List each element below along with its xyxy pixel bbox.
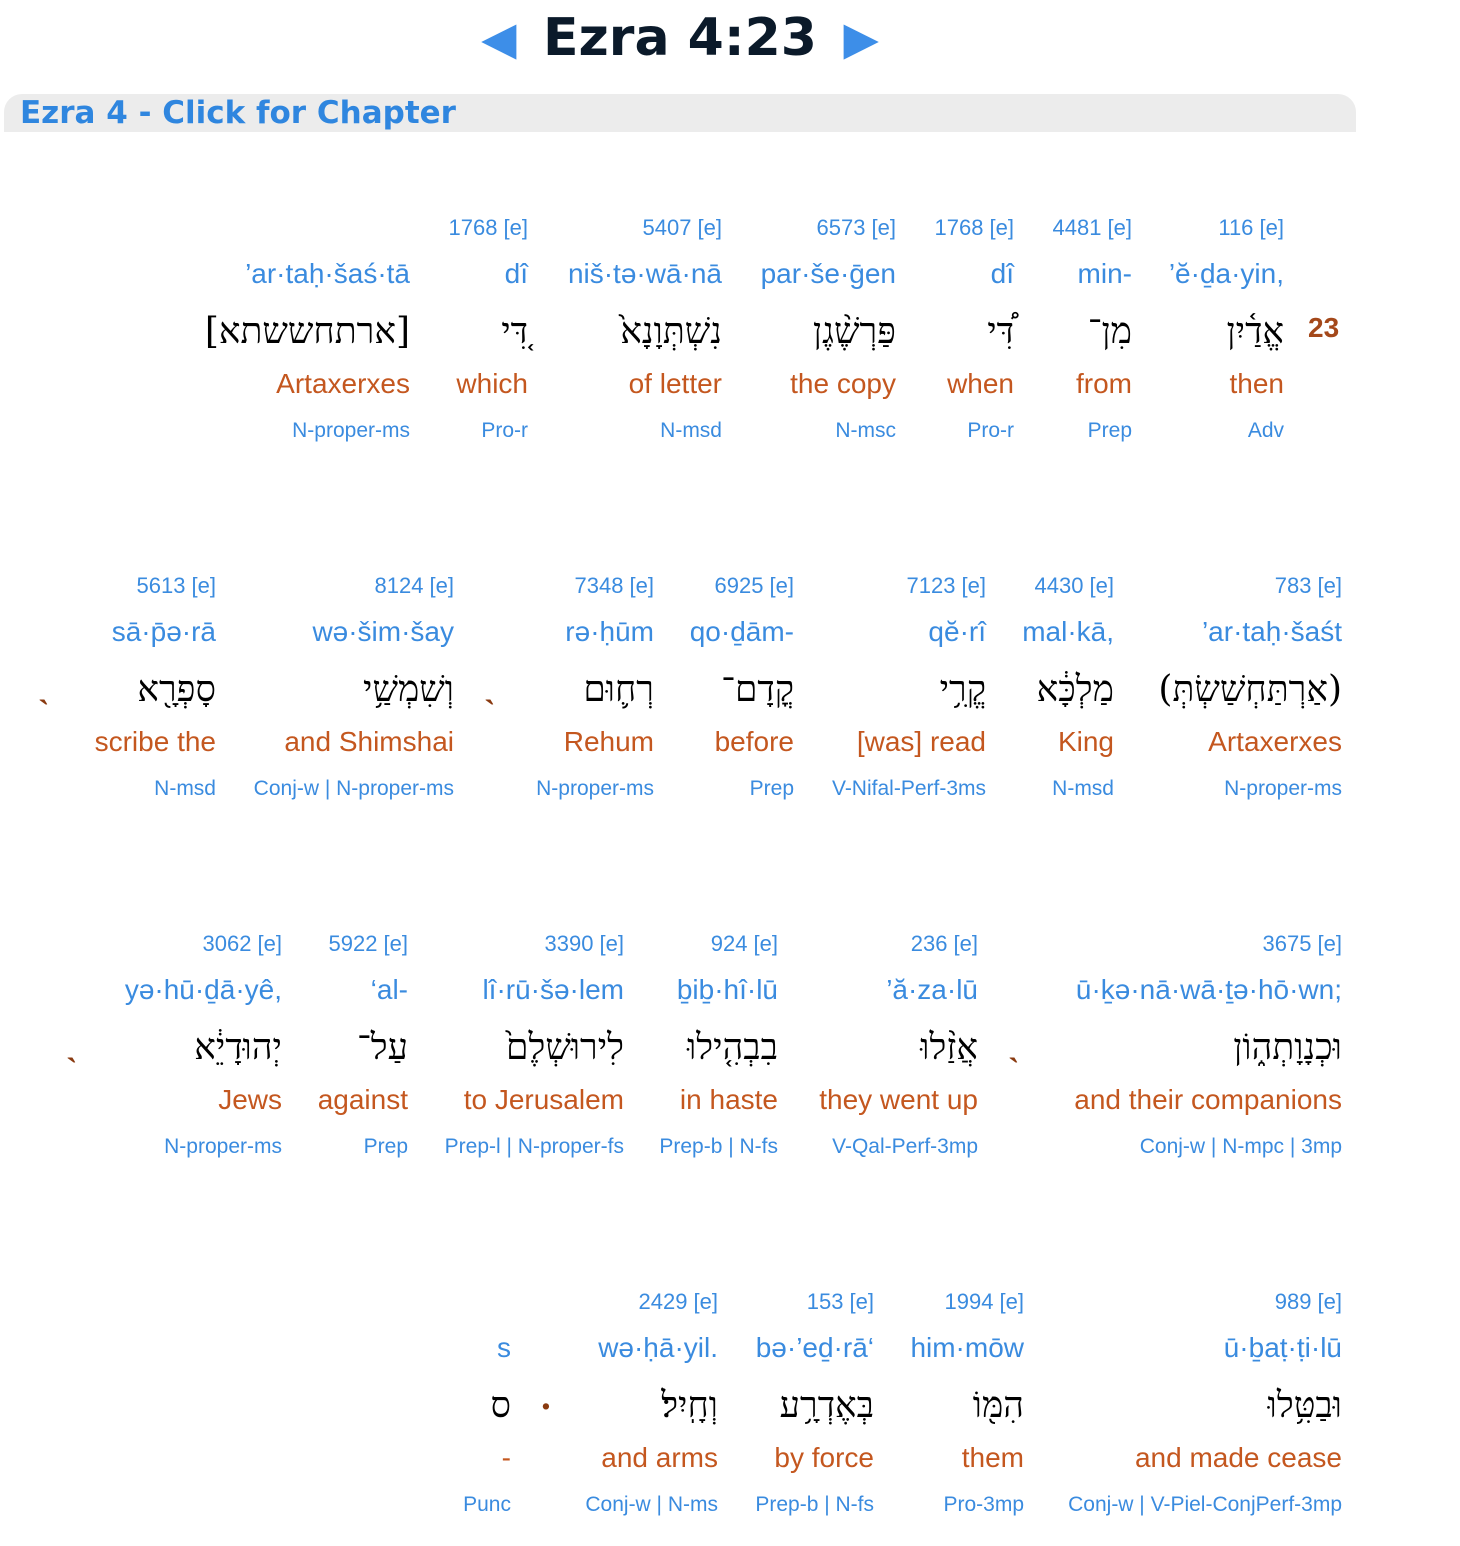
english-gloss: by force (774, 1442, 874, 1473)
parsing-link[interactable]: Prep (1087, 419, 1132, 442)
hebrew-word[interactable]: יְהוּדָיֵ֔א (194, 1027, 282, 1068)
parsing-link[interactable]: Conj-w | N-ms (585, 1493, 718, 1516)
transliteration: ‘al- (370, 974, 408, 1005)
transliteration: him·mōw (910, 1332, 1024, 1363)
word-block (445, 928, 624, 1162)
word-block (463, 1286, 511, 1520)
english-gloss: Jews (218, 1084, 282, 1115)
english-gloss: and arms (601, 1442, 718, 1473)
parsing-link[interactable]: Adv (1247, 419, 1284, 442)
strongs-link[interactable]: 2429 [e] (638, 1289, 718, 1314)
english-gloss: before (714, 726, 794, 757)
parsing-link[interactable]: N-proper-ms (164, 1135, 282, 1158)
punctuation-comma: ˎ (38, 666, 50, 706)
hebrew-word[interactable]: סָפְרָ֖א (137, 669, 216, 710)
strongs-link[interactable]: 5922 [e] (328, 931, 408, 956)
strongs-link[interactable]: 8124 [e] (374, 573, 454, 598)
transliteration: ḇiḇ·hî·lū (676, 974, 778, 1005)
hebrew-word[interactable]: הִמּ֖וֹ (972, 1385, 1024, 1426)
punctuation-comma: ˎ (484, 666, 496, 706)
english-gloss: - (501, 1442, 511, 1473)
transliteration: niš·tə·wā·nā (567, 258, 722, 289)
transliteration: sā·p̄ə·rā (111, 616, 216, 647)
verse-header (0, 0, 1360, 80)
hebrew-word[interactable]: וְשִׁמְשַׁ֥י (363, 669, 454, 710)
parsing-link[interactable]: Pro-r (481, 419, 528, 442)
english-gloss: they went up (819, 1084, 978, 1115)
verse-number: 23 (1308, 312, 1340, 343)
transliteration: ’ă·za·lū (886, 974, 978, 1005)
word-block (1022, 570, 1114, 804)
transliteration: qĕ·rî (928, 616, 986, 647)
page-title: Ezra 4:23 (543, 8, 817, 68)
word-block (568, 212, 722, 446)
hebrew-word[interactable]: עַל־ (357, 1027, 408, 1068)
transliteration: wə·ḥā·yil. (598, 1332, 718, 1363)
hebrew-word[interactable]: (אַרְתַּחְשַׁשְׂתְּ) (1158, 669, 1342, 710)
parsing-link[interactable]: N-proper-ms (1224, 777, 1342, 800)
hebrew-word[interactable]: וְחָֽיִל׃ (661, 1385, 718, 1426)
english-gloss: Rehum (563, 726, 654, 757)
english-gloss: of letter (628, 368, 722, 399)
word-block (934, 212, 1014, 446)
chapter-bar (4, 94, 1356, 132)
hebrew-word[interactable]: פַּרְשֶׁ֨גֶן (812, 311, 896, 352)
english-gloss: the copy (790, 368, 896, 399)
strongs-link[interactable] (205, 212, 410, 254)
parsing-link[interactable]: N-msd (660, 419, 722, 442)
word-row-4 (0, 1286, 1460, 1546)
hebrew-word[interactable]: קֳדָם־ (721, 669, 794, 710)
chapter-link[interactable]: Ezra 4 - Click for Chapter (20, 95, 456, 131)
strongs-link[interactable]: 153 [e] (806, 1289, 874, 1314)
strongs-link[interactable]: 236 [e] (910, 931, 978, 956)
english-gloss: and made cease (1134, 1442, 1342, 1473)
english-gloss: which (456, 368, 528, 399)
hebrew-word[interactable]: בִבְהִ֤ילוּ (687, 1027, 778, 1068)
english-gloss: Artaxerxes (1208, 726, 1342, 757)
word-block (1074, 928, 1342, 1162)
strongs-link[interactable]: 5407 [e] (642, 215, 722, 240)
parsing-link[interactable]: Conj-w | N-proper-ms (253, 777, 454, 800)
word-row-1 (0, 212, 1460, 472)
english-gloss: when (947, 368, 1014, 399)
hebrew-word[interactable]: בְּאֶדְרָ֥ע (779, 1385, 874, 1426)
hebrew-word[interactable]: [ארתחששתא] (204, 311, 410, 352)
strongs-link[interactable]: 3062 [e] (202, 931, 282, 956)
hebrew-word[interactable]: וּכְנָוָתְה֑וֹן (1233, 1027, 1342, 1068)
english-gloss: King (1057, 726, 1114, 757)
word-block (125, 928, 282, 1162)
english-gloss: in haste (679, 1084, 778, 1115)
transliteration: s (497, 1332, 511, 1363)
hebrew-word[interactable]: קֱרִ֥י (939, 669, 986, 710)
word-block (95, 570, 216, 804)
english-gloss: them (961, 1442, 1024, 1473)
transliteration: yə·hū·ḏā·yê, (124, 974, 282, 1005)
english-gloss: and their companions (1074, 1084, 1342, 1115)
hebrew-word[interactable]: מִן־ (1087, 311, 1132, 352)
word-row-2 (0, 570, 1460, 830)
parsing-link[interactable]: N-proper-ms (536, 777, 654, 800)
hebrew-word[interactable]: דִּ֠י (987, 311, 1014, 352)
hebrew-word[interactable]: אֱדַ֫יִן (1226, 311, 1284, 352)
hebrew-word[interactable]: מַלְכָּ֔א (1036, 669, 1114, 710)
word-block (761, 212, 896, 446)
parsing-link[interactable]: Pro-r (967, 419, 1014, 442)
word-block (690, 570, 794, 804)
strongs-link[interactable]: 4430 [e] (1034, 573, 1114, 598)
transliteration: ū·ḇaṭ·ṭi·lū (1223, 1332, 1342, 1363)
word-block (832, 570, 986, 804)
transliteration: ū·ḵə·nā·wā·ṯə·hō·wn; (1075, 974, 1342, 1005)
punctuation-comma: ˎ (1008, 1024, 1020, 1064)
word-row-3 (0, 928, 1460, 1188)
strongs-link[interactable]: 783 [e] (1274, 573, 1342, 598)
word-block (659, 928, 778, 1162)
strongs-link[interactable]: 924 [e] (710, 931, 778, 956)
parsing-link[interactable]: N-proper-ms (292, 419, 410, 442)
english-gloss: to Jerusalem (463, 1084, 624, 1115)
parsing-link[interactable]: Pro-3mp (943, 1493, 1024, 1516)
word-block (1052, 212, 1132, 446)
strongs-link[interactable]: 1768 [e] (934, 215, 1014, 240)
parsing-link[interactable]: Punc (463, 1493, 511, 1516)
parsing-link[interactable]: N-msd (154, 777, 216, 800)
word-block (819, 928, 978, 1162)
parsing-link[interactable]: N-msd (1052, 777, 1114, 800)
transliteration: min- (1077, 258, 1132, 289)
strongs-link[interactable]: 1994 [e] (944, 1289, 1024, 1314)
word-block (254, 570, 454, 804)
word-block (318, 928, 408, 1162)
english-gloss: then (1229, 368, 1284, 399)
strongs-link[interactable]: 989 [e] (1274, 1289, 1342, 1314)
word-block (1068, 1286, 1342, 1520)
strongs-link[interactable]: 1768 [e] (448, 215, 528, 240)
strongs-link[interactable]: 3390 [e] (544, 931, 624, 956)
transliteration: rə·ḥūm (565, 616, 654, 647)
transliteration: lî·rū·šə·lem (482, 974, 624, 1005)
english-gloss: against (317, 1084, 408, 1115)
hebrew-word[interactable]: רְח֛וּם (583, 669, 654, 710)
transliteration: dî (990, 258, 1014, 289)
parsing-link[interactable]: Prep (363, 1135, 408, 1158)
parsing-link[interactable]: V-Nifal-Perf-3ms (831, 777, 986, 800)
strongs-link[interactable]: 5613 [e] (136, 573, 216, 598)
parsing-link[interactable]: Conj-w | N-mpc | 3mp (1139, 1135, 1342, 1158)
parsing-link[interactable]: Prep-l | N-proper-fs (444, 1135, 624, 1158)
hebrew-word[interactable]: דִּ֚י (501, 311, 528, 352)
parsing-link[interactable]: Prep-b | N-fs (755, 1493, 874, 1516)
english-gloss: from (1076, 368, 1132, 399)
transliteration: ’ar·taḥ·šaś·tā (245, 258, 410, 289)
transliteration: dî (504, 258, 528, 289)
hebrew-word[interactable]: לִירוּשְׁלֶם֙ (506, 1027, 624, 1068)
parsing-link[interactable]: Conj-w | V-Piel-ConjPerf-3mp (1068, 1493, 1342, 1516)
punctuation-period: . (540, 1378, 552, 1418)
hebrew-word[interactable]: נִשְׁתְּוָנָא֙ (620, 311, 722, 352)
strongs-link[interactable]: 116 [e] (1218, 215, 1284, 240)
strongs-link[interactable]: 7123 [e] (906, 573, 986, 598)
transliteration: wə·šim·šay (312, 616, 454, 647)
parsing-link[interactable]: Prep (749, 777, 794, 800)
word-block (205, 212, 410, 446)
next-verse-arrow-icon[interactable]: ▶ (843, 12, 879, 64)
transliteration: bə·’eḏ·rā‘ (755, 1332, 874, 1363)
parsing-link[interactable]: V-Qal-Perf-3mp (832, 1135, 978, 1158)
strongs-link[interactable]: 6925 [e] (714, 573, 794, 598)
hebrew-word[interactable]: אֲזַ֨לוּ (920, 1027, 978, 1068)
word-block (536, 570, 654, 804)
english-gloss: and Shimshai (284, 726, 454, 757)
english-gloss: scribe the (94, 726, 216, 757)
transliteration: qo·ḏām- (689, 616, 794, 647)
word-block (1158, 570, 1342, 804)
hebrew-word[interactable]: וּבַטִּ֥לוּ (1267, 1385, 1342, 1426)
english-gloss: Artaxerxes (276, 368, 410, 399)
strongs-link[interactable]: 4481 [e] (1052, 215, 1132, 240)
transliteration: ’ar·taḥ·šaśt (1201, 616, 1342, 647)
parsing-link[interactable]: Prep-b | N-fs (659, 1135, 778, 1158)
punctuation-comma: ˎ (66, 1024, 78, 1064)
previous-verse-arrow-icon[interactable]: ◀ (481, 12, 517, 64)
word-block (755, 1286, 874, 1520)
word-block (585, 1286, 718, 1520)
word-block (910, 1286, 1024, 1520)
hebrew-word[interactable]: ס (490, 1385, 511, 1426)
english-gloss: [was] read (856, 726, 986, 757)
word-block (1169, 212, 1284, 446)
transliteration: par·še·ḡen (760, 258, 896, 289)
transliteration: ’ĕ·ḏa·yin, (1168, 258, 1284, 289)
strongs-link[interactable]: 6573 [e] (816, 215, 896, 240)
strongs-link[interactable] (463, 1286, 511, 1328)
parsing-link[interactable]: N-msc (835, 419, 896, 442)
strongs-link[interactable]: 7348 [e] (574, 573, 654, 598)
word-block (448, 212, 528, 446)
strongs-link[interactable]: 3675 [e] (1262, 931, 1342, 956)
transliteration: mal·kā, (1022, 616, 1114, 647)
